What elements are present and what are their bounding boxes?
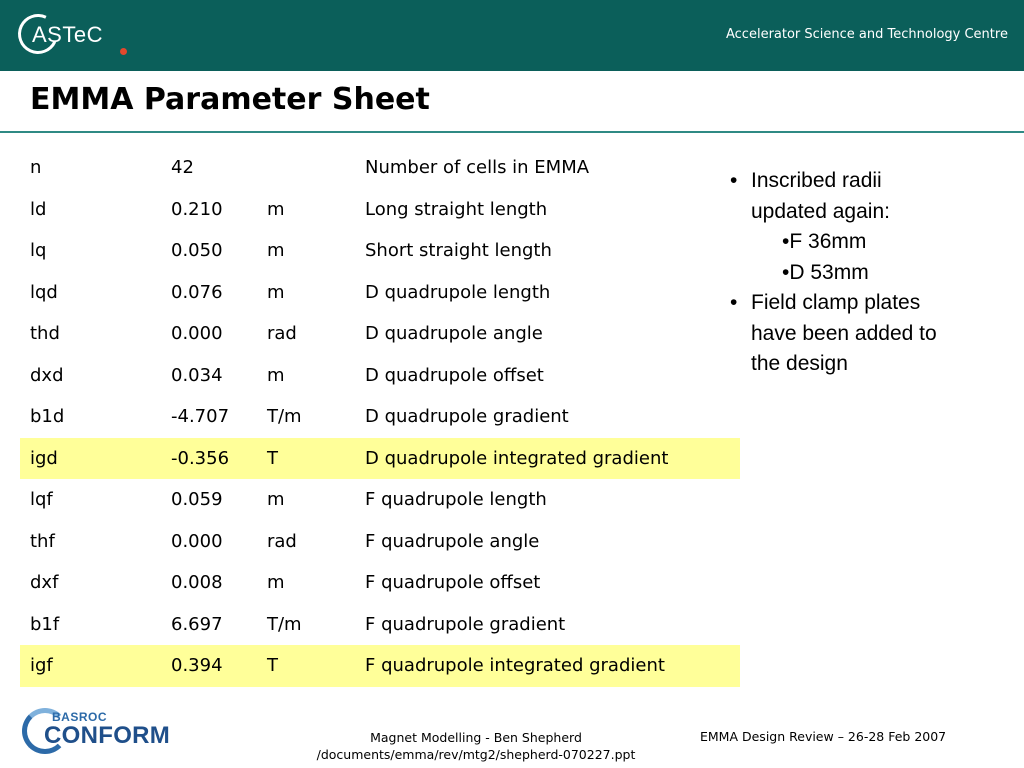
bullet-icon: •: [730, 291, 738, 314]
header-band: [0, 0, 1024, 71]
note-line: Field clamp plates: [751, 291, 921, 314]
param-description: Short straight length: [365, 240, 552, 261]
param-value: -4.707: [171, 406, 230, 427]
param-unit: T: [267, 447, 278, 469]
param-description: F quadrupole integrated gradient: [365, 655, 665, 676]
param-unit: m: [267, 364, 285, 386]
param-unit: m: [267, 281, 285, 303]
param-unit: T: [267, 655, 278, 676]
param-name: b1d: [30, 406, 65, 427]
param-description: F quadrupole gradient: [365, 613, 566, 635]
param-name: thf: [30, 530, 55, 552]
param-unit: m: [267, 489, 285, 510]
title-divider: [0, 131, 1024, 133]
basroc-conform-logo: [22, 704, 171, 758]
param-name: lq: [30, 240, 47, 261]
basroc-logo-top: BASROC: [52, 710, 108, 724]
param-description: F quadrupole length: [365, 489, 547, 510]
footer-center: [266, 729, 686, 763]
param-description: F quadrupole angle: [365, 530, 540, 552]
param-name: ld: [30, 198, 47, 220]
note-subitem-f: •F 36mm: [782, 230, 867, 253]
param-value: 42: [171, 157, 194, 178]
param-unit: T/m: [267, 613, 302, 635]
table-row: [20, 355, 740, 397]
note-line: updated again:: [751, 199, 890, 223]
param-description: D quadrupole offset: [365, 364, 544, 386]
param-unit: m: [267, 240, 285, 261]
slide-title: EMMA Parameter Sheet: [30, 82, 430, 117]
param-value: 0.076: [171, 281, 223, 303]
param-value: 0.059: [171, 489, 223, 510]
param-value: 0.394: [171, 655, 223, 676]
table-row: [20, 521, 740, 563]
param-name: dxf: [30, 572, 59, 593]
table-row: [20, 313, 740, 355]
param-unit: m: [267, 572, 285, 593]
centre-name: Accelerator Science and Technology Centre: [726, 27, 1008, 42]
param-name: n: [30, 157, 42, 178]
astec-logo: [18, 14, 114, 56]
parameter-table: [20, 147, 740, 687]
param-unit: rad: [267, 530, 297, 552]
param-name: igd: [30, 447, 58, 469]
param-description: D quadrupole integrated gradient: [365, 447, 669, 469]
table-row: [20, 396, 740, 438]
footer-review-date: EMMA Design Review – 26-28 Feb 2007: [700, 729, 947, 744]
table-row: [20, 604, 740, 646]
param-description: D quadrupole angle: [365, 323, 543, 344]
note-line: the design: [751, 352, 848, 375]
note-line: Inscribed radii: [751, 169, 882, 192]
param-name: igf: [30, 655, 53, 676]
param-value: -0.356: [171, 447, 230, 469]
param-value: 6.697: [171, 613, 223, 635]
notes-panel: [728, 166, 1008, 380]
param-unit: rad: [267, 323, 297, 344]
table-row: [20, 189, 740, 231]
footer-line-author: Magnet Modelling - Ben Shepherd: [370, 730, 582, 745]
param-value: 0.000: [171, 530, 223, 552]
note-item-inscribed-radii: [728, 166, 1008, 227]
note-line: have been added to: [751, 321, 937, 345]
param-description: F quadrupole offset: [365, 572, 541, 593]
param-description: Long straight length: [365, 198, 548, 220]
astec-logo-dot: [120, 48, 127, 55]
table-row: [20, 147, 740, 189]
param-description: D quadrupole gradient: [365, 406, 569, 427]
param-name: lqd: [30, 281, 58, 303]
param-value: 0.034: [171, 364, 223, 386]
footer-line-path: /documents/emma/rev/mtg2/shepherd-070227.ppt: [316, 747, 636, 762]
table-row-highlighted: [20, 438, 740, 480]
basroc-logo-main: CONFORM: [44, 722, 171, 749]
param-unit: m: [267, 198, 285, 220]
param-value: 0.008: [171, 572, 223, 593]
param-value: 0.000: [171, 323, 223, 344]
note-subitem-d: •D 53mm: [782, 260, 869, 284]
table-row: [20, 272, 740, 314]
astec-logo-text: ASTeC: [32, 22, 103, 47]
bullet-icon: •: [730, 169, 738, 192]
param-description: Number of cells in EMMA: [365, 157, 590, 178]
param-name: b1f: [30, 613, 60, 635]
param-name: lqf: [30, 489, 53, 510]
table-row: [20, 562, 740, 604]
param-name: thd: [30, 323, 60, 344]
table-row: [20, 479, 740, 521]
param-description: D quadrupole length: [365, 281, 551, 303]
table-row-highlighted: [20, 645, 740, 687]
param-value: 0.210: [171, 198, 223, 220]
table-row: [20, 230, 740, 272]
note-item-field-clamp: [728, 288, 1008, 380]
param-value: 0.050: [171, 240, 223, 261]
param-name: dxd: [30, 364, 64, 386]
param-unit: T/m: [267, 406, 302, 427]
